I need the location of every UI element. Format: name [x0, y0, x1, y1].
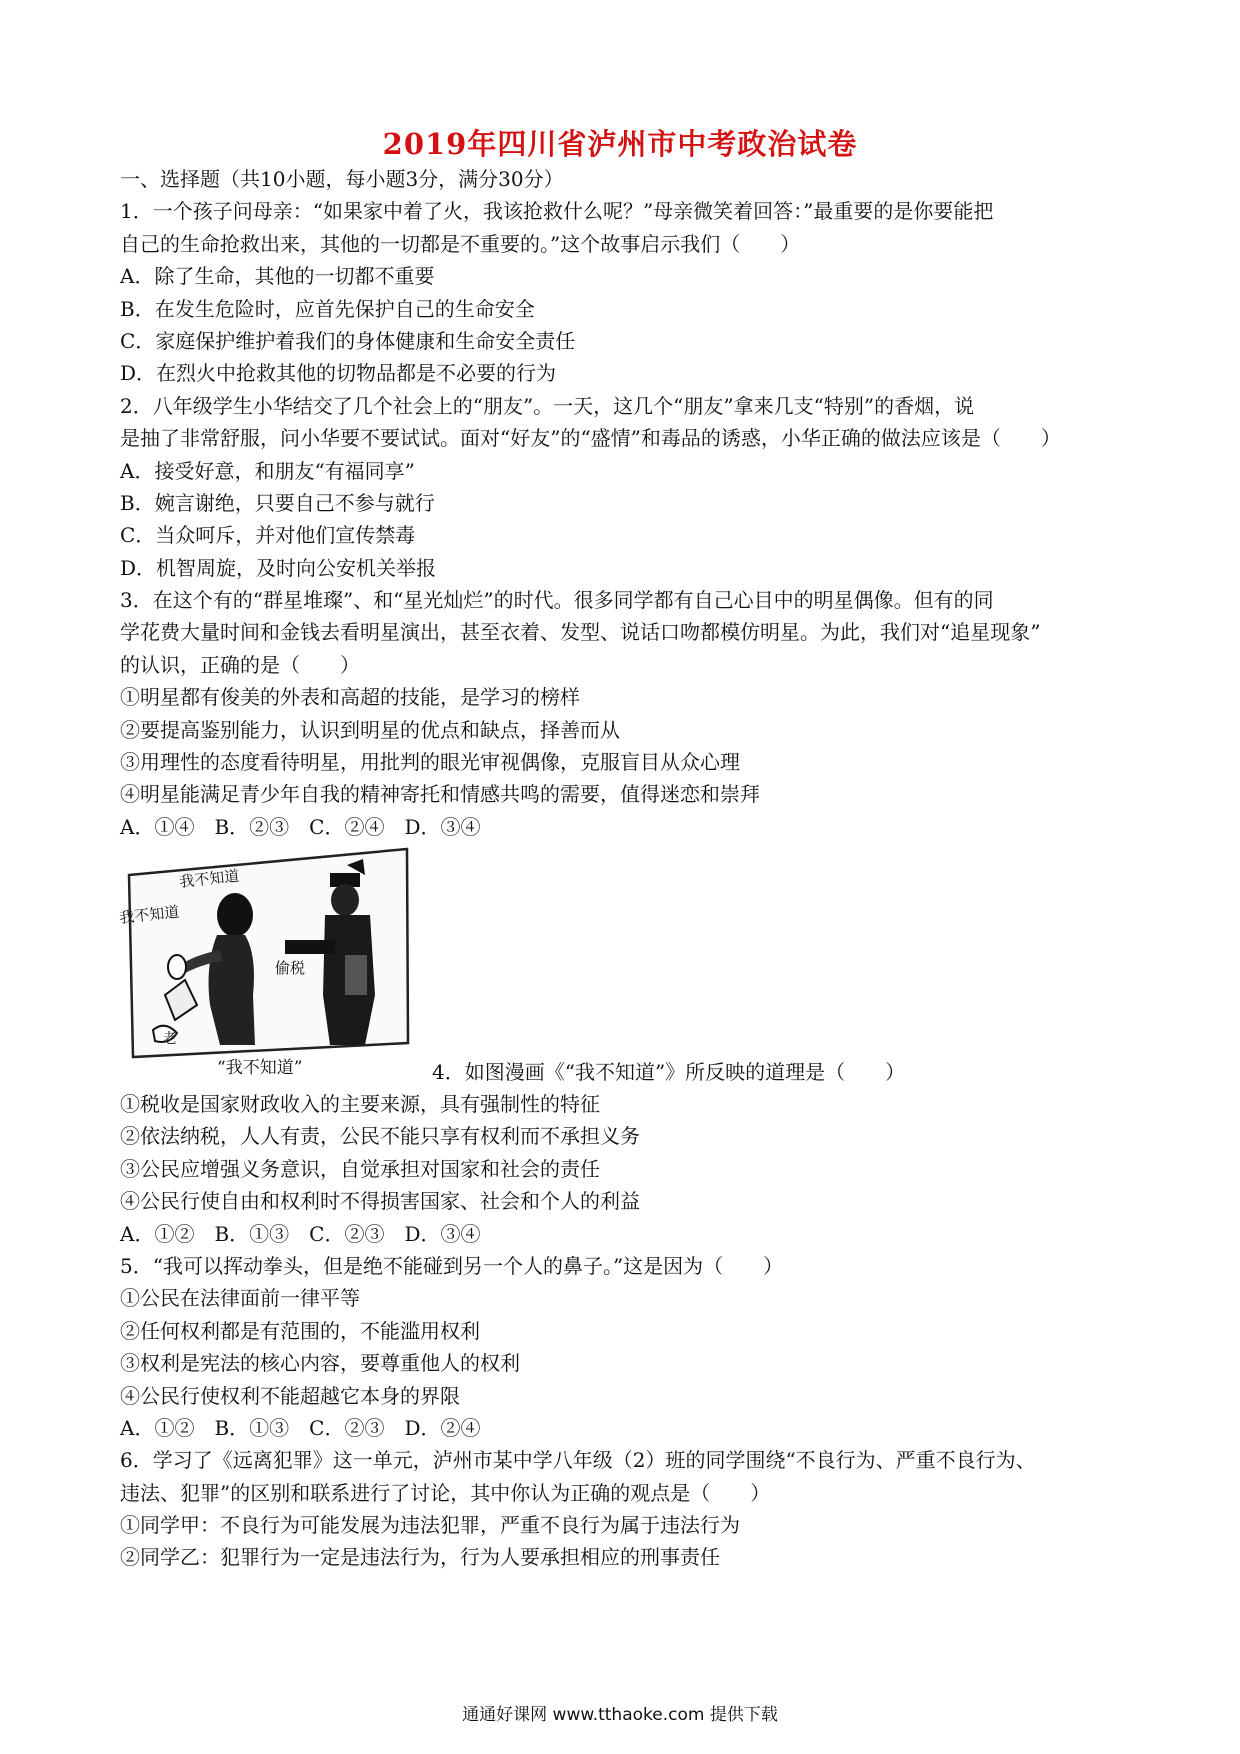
- question-3-item-3: ③用理性的态度看待明星，用批判的眼光审视偶像，克服盲目从众心理: [120, 750, 740, 775]
- question-5-stem: 5．“我可以挥动拳头，但是绝不能碰到另一个人的鼻子。”这是因为（ ）: [120, 1253, 784, 1278]
- question-1-option-d: D．在烈火中抢救其他的切物品都是不必要的行为: [120, 361, 557, 386]
- question-1-stem-line-1: 1．一个孩子问母亲：“如果家中着了火，我该抢救什么呢？”母亲微笑着回答：”最重要的是你要能把: [120, 199, 994, 224]
- question-2-option-d: D．机智周旋，及时向公安机关举报: [120, 555, 437, 580]
- section-heading: 一、选择题（共10小题，每小题3分，满分30分）: [120, 167, 564, 191]
- question-2-stem-line-2: 是抽了非常舒服，问小华要不要试试。面对“好友”的“盛情”和毒品的诱惑，小华正确的做法应该是（ ）: [120, 426, 1061, 451]
- question-4-item-3: ③公民应增强义务意识，自觉承担对国家和社会的责任: [120, 1156, 600, 1181]
- question-3-item-4: ④明星能满足青少年自我的精神寄托和情感共鸣的需要，值得迷恋和崇拜: [120, 782, 760, 807]
- question-2-option-a: A．接受好意，和朋友“有福同享”: [120, 458, 415, 483]
- question-1: [120, 195, 1130, 389]
- question-1-option-b: B．在发生危险时，应首先保护自己的生命安全: [120, 296, 535, 321]
- question-1-stem-line-2: 自己的生命抢救出来，其他的一切都是不重要的。”这个故事启示我们（ ）: [120, 231, 801, 256]
- question-4-item-1: ①税收是国家财政收入的主要来源，具有强制性的特征: [120, 1092, 600, 1116]
- question-4-stem: 4．如图漫画《“我不知道”》所反映的道理是（ ）: [432, 1060, 906, 1084]
- questions-part-2: [120, 1088, 1130, 1574]
- questions-part-1: [120, 163, 1130, 843]
- question-3-stem-line-3: 的认识，正确的是（ ）: [120, 652, 360, 677]
- page-footer: 通通好课网 www.tthaoke.com 提供下载: [462, 1705, 778, 1725]
- question-2: [120, 390, 1130, 584]
- cartoon-tax-label: 偷税: [275, 959, 306, 977]
- question-1-option-a: A．除了生命，其他的一切都不重要: [120, 264, 435, 289]
- question-4-item-4: ④公民行使自由和权利时不得损害国家、社会和个人的利益: [120, 1189, 640, 1214]
- question-3-stem-line-2: 学花费大量时间和金钱去看明星演出，甚至衣着、发型、说话口吻都模仿明星。为此，我们对“追星现象”: [120, 620, 1041, 645]
- question-4-choices: A．①② B．①③ C．②③ D．③④: [120, 1221, 481, 1246]
- question-2-option-b: B．婉言谢绝，只要自己不参与就行: [120, 490, 435, 515]
- question-5-item-3: ③权利是宪法的核心内容，要尊重他人的权利: [120, 1351, 520, 1376]
- cartoon-figure: [118, 845, 410, 1080]
- question-6-stem-line-1: 6．学习了《远离犯罪》这一单元，泸州市某中学八年级（2）班的同学围绕“不良行为、严重不良行为、: [120, 1448, 1036, 1473]
- question-3: [120, 584, 1130, 843]
- cartoon-bubble-top: 我不知道: [178, 866, 241, 891]
- question-2-stem-line-1: 2．八年级学生小华结交了几个社会上的“朋友”。一天，这几个“朋友”拿来几支“特别”的香烟，说: [120, 393, 975, 418]
- question-5-item-4: ④公民行使权利不能超越它本身的界限: [120, 1383, 460, 1408]
- question-5: [120, 1250, 1130, 1444]
- cartoon-caption: “我不知道”: [217, 1058, 303, 1078]
- question-3-item-1: ①明星都有俊美的外表和高超的技能，是学习的榜样: [120, 685, 580, 710]
- cartoon-bubble-left: 我不知道: [118, 902, 181, 927]
- question-4-item-2: ②依法纳税，人人有责，公民不能只享有权利而不承担义务: [120, 1124, 640, 1149]
- question-3-choices: A．①④ B．②③ C．②④ D．③④: [120, 814, 481, 839]
- question-6: [120, 1444, 1130, 1574]
- question-6-stem-line-2: 违法、犯罪”的区别和联系进行了讨论，其中你认为正确的观点是（ ）: [120, 1480, 771, 1505]
- question-5-item-2: ②任何权利都是有范围的，不能滥用权利: [120, 1318, 480, 1343]
- question-5-choices: A．①② B．①③ C．②③ D．②④: [120, 1415, 481, 1440]
- question-3-item-2: ②要提高鉴别能力，认识到明星的优点和缺点，择善而从: [120, 717, 620, 742]
- question-6-item-1: ①同学甲：不良行为可能发展为违法犯罪，严重不良行为属于违法行为: [120, 1513, 740, 1538]
- question-3-stem-line-1: 3．在这个有的“群星堆璨”、和“星光灿烂”的时代。很多同学都有自己心目中的明星偶像。但有的同: [120, 588, 994, 613]
- question-5-item-1: ①公民在法律面前一律平等: [120, 1286, 360, 1311]
- question-1-option-c: C．家庭保护维护着我们的身体健康和生命安全责任: [120, 328, 576, 353]
- question-4: [120, 1088, 1130, 1250]
- question-2-option-c: C．当众呵斥，并对他们宣传禁毒: [120, 523, 416, 548]
- page-title: 2019年四川省泸州市中考政治试卷: [382, 127, 858, 161]
- question-6-item-2: ②同学乙：犯罪行为一定是违法行为，行为人要承担相应的刑事责任: [120, 1545, 720, 1570]
- cartoon-sign-label: 老: [163, 1031, 177, 1047]
